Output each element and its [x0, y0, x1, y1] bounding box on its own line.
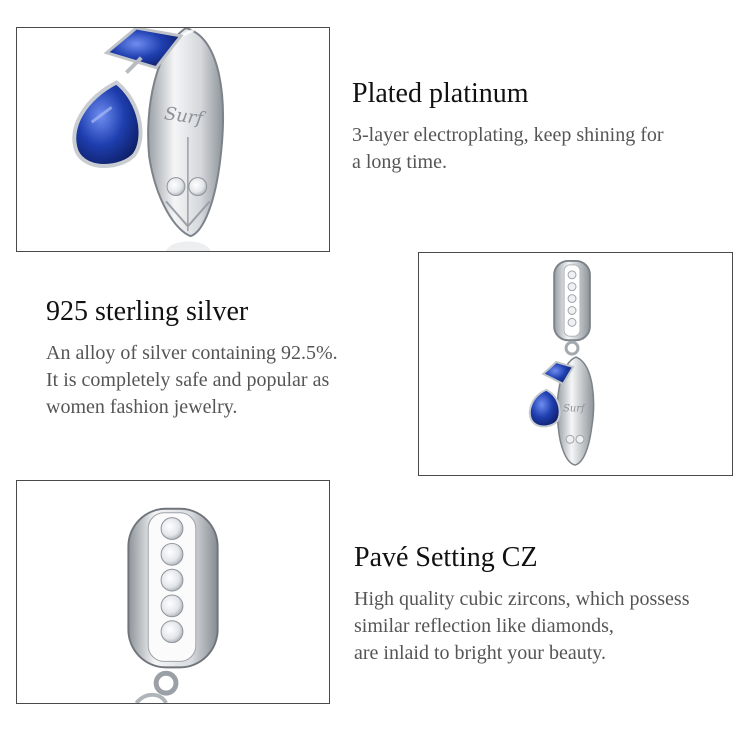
feature-description	[354, 586, 690, 667]
full-charm-illustration	[419, 253, 732, 475]
product-image-surfboard-closeup	[16, 27, 330, 252]
product-image-full-charm	[418, 252, 733, 476]
engraving-text-small: Surf	[563, 403, 585, 415]
product-image-pave-bead	[16, 480, 330, 704]
feature-title: 925 sterling silver	[46, 296, 249, 327]
feature-description-line: are inlaid to bright your beauty.	[354, 642, 606, 665]
feature-description-line: It is completely safe and popular as	[46, 369, 330, 392]
pave-bead-illustration	[17, 481, 329, 703]
feature-description	[46, 340, 338, 421]
surfboard-closeup-illustration	[17, 28, 329, 251]
feature-description-line: High quality cubic zircons, which possess	[354, 588, 690, 611]
feature-description	[352, 122, 664, 176]
engraving-text: Surf	[162, 103, 205, 130]
feature-sterling-silver	[46, 296, 338, 421]
feature-plated-platinum	[352, 78, 664, 176]
feature-description-line: An alloy of silver containing 92.5%.	[46, 342, 338, 365]
feature-pave-setting	[354, 542, 690, 667]
feature-description-line: 3-layer electroplating, keep shining for	[352, 124, 664, 147]
feature-description-line: a long time.	[352, 151, 447, 174]
feature-title: Pavé Setting CZ	[354, 542, 538, 573]
feature-description-line: women fashion jewelry.	[46, 396, 238, 419]
feature-description-line: similar reflection like diamonds,	[354, 615, 614, 638]
feature-title: Plated platinum	[352, 78, 529, 109]
